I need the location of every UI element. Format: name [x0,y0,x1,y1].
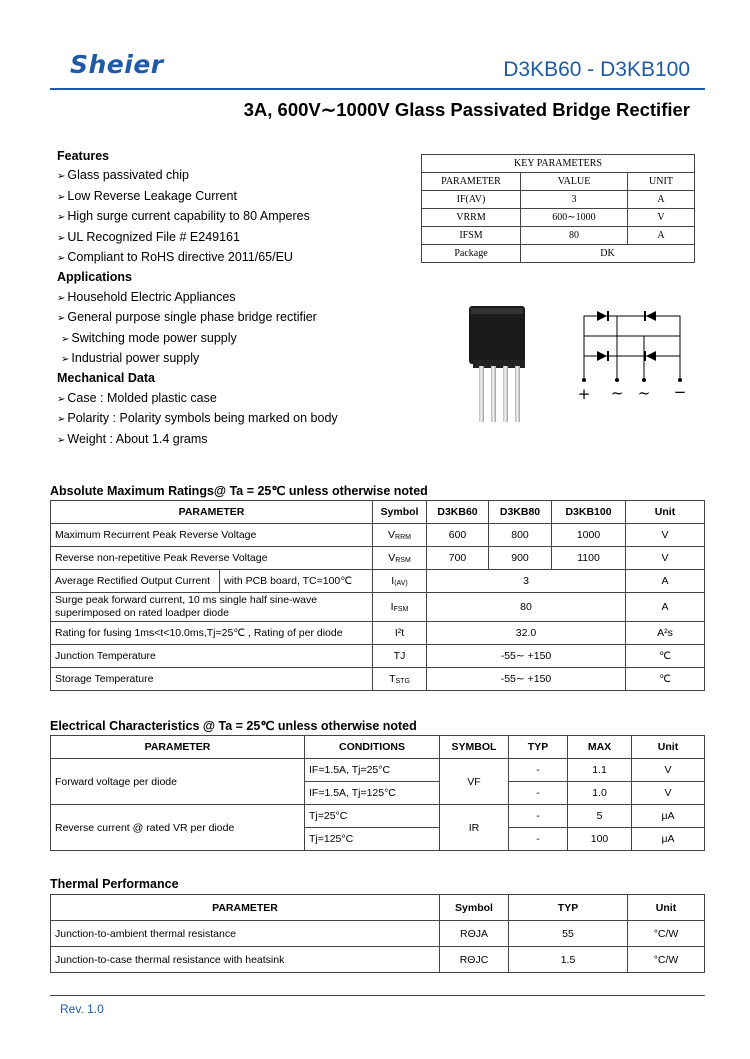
column-header: UNIT [628,173,695,191]
table-cell: DK [521,245,695,263]
table-cell: 80 [521,227,628,245]
table-cell: Reverse current @ rated VR per diode [51,805,305,851]
table-cell: VRRM [422,209,521,227]
table-cell: A [628,191,695,209]
table-row [422,209,695,227]
table-cell: Tj=25°C [305,805,440,828]
column-header: TYP [509,895,628,921]
table-cell: 55 [509,921,628,947]
column-header: PARAMETER [51,736,305,759]
column-header: PARAMETER [422,173,521,191]
column-header: PARAMETER [51,501,373,524]
table-cell: V [632,759,705,782]
table-cell: V [628,209,695,227]
table-header-row [51,736,705,759]
ac-terminal: ~ [610,384,624,402]
table-cell: 32.0 [427,622,626,645]
table-cell: $I_{FSM}$ [373,593,427,622]
table-cell: Rating for fusing 1ms<t<10.0ms,Tj=25℃ , Rating of per diode [51,622,373,645]
table-cell: RΘJA [440,921,509,947]
header-divider [50,88,705,90]
table-cell: Forward voltage per diode [51,759,305,805]
table-row [422,191,695,209]
table-cell: ℃ [626,645,705,668]
table-cell: ℃ [626,668,705,691]
table-cell: -55∼ +150 [427,645,626,668]
list-item: ➢ Case : Molded plastic case [57,389,338,409]
table-cell: TJ [373,645,427,668]
column-header: Symbol [373,501,427,524]
table-cell: IF=1.5A, Tj=25°C [305,759,440,782]
electrical-table [50,735,705,851]
table-cell: $I_{(AV)}$ [373,570,427,593]
table-cell: 1100 [552,547,626,570]
table-cell: 80 [427,593,626,622]
table-cell: 3 [521,191,628,209]
abs-max-heading: Absolute Maximum Ratings@ Ta = 25℃ unless otherwise noted [50,484,428,498]
table-row [51,947,705,973]
table-row [422,227,695,245]
table-cell: - [509,759,568,782]
table-row [51,622,705,645]
table-row [51,547,705,570]
table-cell: - [509,828,568,851]
list-item: ➢ Low Reverse Leakage Current [57,187,338,207]
table-cell: Reverse non-repetitive Peak Reverse Voltage [51,547,373,570]
column-header: VALUE [521,173,628,191]
list-item: ➢ Weight : About 1.4 grams [57,430,338,450]
electrical-heading: Electrical Characteristics @ Ta = 25℃ unless otherwise noted [50,719,417,733]
table-cell: 600 [427,524,489,547]
feature-list [57,147,338,450]
table-row [51,593,705,622]
part-number: D3KB60 - D3KB100 [503,58,690,81]
table-cell: A [626,593,705,622]
table-cell: RΘJC [440,947,509,973]
table-cell: °C/W [628,921,705,947]
table-cell: - [509,805,568,828]
table-cell: A²s [626,622,705,645]
list-item: ➢ Glass passivated chip [57,166,338,186]
ac-terminal: ~ [637,384,651,402]
table-cell: with PCB board, TC=100℃ [220,570,373,593]
table-row [51,668,705,691]
table-header-row [51,501,705,524]
table-cell: V [632,782,705,805]
minus-terminal: − [673,383,687,401]
table-cell: A [626,570,705,593]
column-header: D3KB60 [427,501,489,524]
table-row [51,570,705,593]
table-cell: 100 [568,828,632,851]
table-cell: A [628,227,695,245]
abs-max-table [50,500,705,691]
table-cell: $V_{RSM}$ [373,547,427,570]
table-cell: 600∼1000 [521,209,628,227]
column-header: TYP [509,736,568,759]
table-cell: V [626,547,705,570]
mechanical-heading: Mechanical Data [57,371,155,386]
column-header: PARAMETER [51,895,440,921]
table-cell: Junction-to-ambient thermal resistance [51,921,440,947]
table-cell: Tj=125°C [305,828,440,851]
table-cell: -55∼ +150 [427,668,626,691]
column-header: D3KB100 [552,501,626,524]
table-cell: IF(AV) [422,191,521,209]
bridge-rectifier-schematic [572,308,692,403]
table-cell: $V_{RRM}$ [373,524,427,547]
table-cell: °C/W [628,947,705,973]
table-cell: 900 [489,547,552,570]
table-cell: 800 [489,524,552,547]
list-item: ➢ High surge current capability to 80 Amperes [57,207,338,227]
table-cell: Average Rectified Output Current [51,570,220,593]
company-logo: Sheier [70,50,164,79]
table-cell: Surge peak forward current, 10 ms single half sine-wave superimposed on rated loadper diode [51,593,373,622]
list-item: ➢ Compliant to RoHS directive 2011/65/EU [57,248,338,268]
plus-terminal: + [577,385,591,403]
table-row [51,759,705,782]
column-header: CONDITIONS [305,736,440,759]
table-row [51,645,705,668]
thermal-table [50,894,705,973]
table-cell: - [509,782,568,805]
column-header: Unit [626,501,705,524]
column-header: MAX [568,736,632,759]
applications-heading: Applications [57,270,133,285]
table-cell: Storage Temperature [51,668,373,691]
table-header-row [51,895,705,921]
column-header: Symbol [440,895,509,921]
list-item: ➢ General purpose single phase bridge rectifier [57,308,338,328]
table-cell: 1.0 [568,782,632,805]
features-heading: Features [57,149,110,163]
table-cell: 5 [568,805,632,828]
table-row [51,921,705,947]
table-cell: 700 [427,547,489,570]
table-cell: 1.1 [568,759,632,782]
list-item: ➢ UL Recognized File # E249161 [57,228,338,248]
table-title: KEY PARAMETERS [422,155,695,173]
table-cell: VF [440,759,509,805]
table-cell: 1000 [552,524,626,547]
table-cell: Maximum Recurrent Peak Reverse Voltage [51,524,373,547]
thermal-heading: Thermal Performance [50,877,179,891]
table-cell: μA [632,828,705,851]
list-item: ➢ Switching mode power supply [57,329,338,349]
column-header: Unit [632,736,705,759]
list-item: ➢ Industrial power supply [57,349,338,369]
table-cell: μA [632,805,705,828]
revision-label: Rev. 1.0 [60,1002,104,1016]
table-cell: Junction-to-case thermal resistance with heatsink [51,947,440,973]
table-cell: 3 [427,570,626,593]
table-cell: 1.5 [509,947,628,973]
column-header: D3KB80 [489,501,552,524]
component-photo [455,300,545,430]
table-cell: Junction Temperature [51,645,373,668]
key-parameters-table [421,154,695,263]
column-header: SYMBOL [440,736,509,759]
table-row [51,805,705,828]
table-cell: V [626,524,705,547]
table-cell: IF=1.5A, Tj=125°C [305,782,440,805]
column-header: Unit [628,895,705,921]
table-row [51,524,705,547]
list-item: ➢ Household Electric Appliances [57,288,338,308]
table-cell: Package [422,245,521,263]
table-row [422,245,695,263]
footer-divider [50,995,705,996]
table-cell: IFSM [422,227,521,245]
table-cell: $T_{STG}$ [373,668,427,691]
table-cell: I²t [373,622,427,645]
table-cell: IR [440,805,509,851]
list-item: ➢ Polarity : Polarity symbols being marked on body [57,409,338,429]
page-title: 3A, 600V∼1000V Glass Passivated Bridge Rectifier [243,99,690,120]
